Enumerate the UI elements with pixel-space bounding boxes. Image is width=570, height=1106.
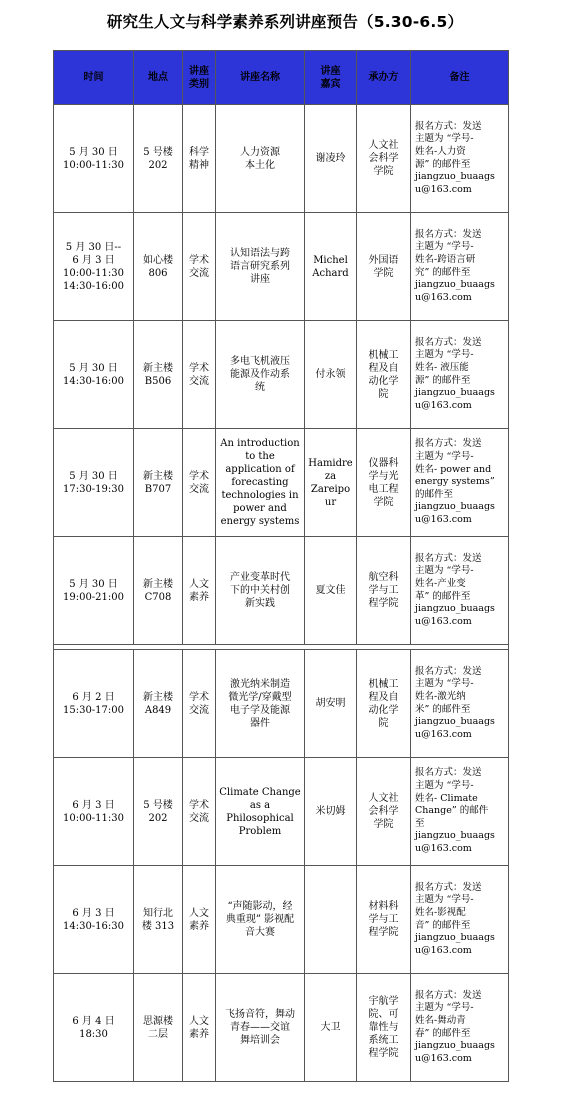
cell-speaker-text: Michel Achard: [312, 254, 349, 279]
cell-notes-text: 报名方式：发送 主题为 “学号- 姓名- 液压能 源” 的邮件至 jiangzuo_buaags u@163.com: [415, 336, 495, 411]
cell-category-text: 学术 交流: [189, 362, 209, 387]
cell-lecture-name: [216, 650, 305, 758]
cell-time: [54, 105, 134, 213]
cell-speaker-text: 胡安明: [315, 698, 346, 709]
cell-category-text: 学术 交流: [189, 691, 209, 716]
table-body: [54, 105, 509, 1082]
cell-organizer: [357, 866, 411, 974]
cell-category: [183, 537, 216, 645]
cell-lecture-name-text: 认知语法与跨 语言研究系列 讲座: [230, 248, 290, 285]
cell-location: [134, 321, 183, 429]
header-speaker: 讲座 嘉宾: [305, 51, 357, 105]
cell-location-text: 思源楼 二层: [143, 1015, 173, 1040]
cell-time: [54, 758, 134, 866]
cell-organizer-text: 人文社 会科学 学院: [368, 140, 399, 177]
cell-organizer: [357, 650, 411, 758]
cell-speaker: [305, 650, 357, 758]
cell-location: [134, 429, 183, 537]
cell-time-text: 6 月 3 日 14:30-16:30: [62, 907, 124, 932]
table-row: [54, 537, 509, 645]
cell-category-text: 学术 交流: [189, 470, 209, 495]
cell-time-text: 5 月 30 日 14:30-16:00: [62, 362, 124, 387]
cell-time: [54, 321, 134, 429]
cell-notes-text: 报名方式：发送 主题为 “学号- 姓名-影视配 音” 的邮件至 jiangzuo_buaags u@163.com: [415, 881, 495, 956]
cell-location-text: 新主楼 C708: [143, 578, 173, 603]
cell-location-text: 新主楼 B707: [143, 470, 173, 495]
cell-time-text: 6 月 3 日 10:00-11:30: [62, 799, 124, 824]
cell-location-text: 5 号楼 202: [143, 799, 173, 824]
table-row: [54, 105, 509, 213]
cell-speaker: [305, 321, 357, 429]
cell-location: [134, 537, 183, 645]
cell-category-text: 科学 精神: [189, 146, 209, 171]
cell-speaker-text: 大卫: [320, 1022, 341, 1033]
cell-notes: [411, 429, 509, 537]
cell-notes-text: 报名方式：发送 主题为 “学号- 姓名-跨语言研 究” 的邮件至 jiangzuo_buaags u@163.com: [415, 228, 495, 303]
cell-notes: [411, 537, 509, 645]
cell-category: [183, 974, 216, 1082]
cell-notes: [411, 866, 509, 974]
cell-organizer-text: 外国语 学院: [368, 254, 399, 279]
cell-location-text: 新主楼 B506: [143, 362, 173, 387]
cell-speaker: [305, 758, 357, 866]
cell-location-text: 新主楼 A849: [143, 691, 173, 716]
cell-location-text: 如心楼 806: [143, 254, 173, 279]
cell-category-text: 人文 素养: [189, 1015, 209, 1040]
cell-category-text: 人文 素养: [189, 907, 209, 932]
cell-time-text: 6 月 2 日 15:30-17:00: [62, 691, 124, 716]
cell-organizer: [357, 537, 411, 645]
table-row: [54, 650, 509, 758]
cell-organizer: [357, 974, 411, 1082]
cell-lecture-name-text: 飞扬音符，舞动 青春——交谊 舞培训会: [225, 1009, 295, 1046]
cell-organizer-text: 机械工 程及自 动化学 院: [368, 349, 399, 400]
header-notes: 备注: [411, 51, 509, 105]
cell-speaker-text: 付永领: [315, 369, 346, 380]
cell-notes-text: 报名方式：发送 主题为 “学号- 姓名-激光纳 米” 的邮件至 jiangzuo_buaags u@163.com: [415, 665, 495, 740]
page-title: 研究生人文与科学素养系列讲座预告（5.30-6.5）: [106, 13, 464, 31]
cell-speaker-text: Hamidreza Zareipour: [308, 457, 353, 508]
cell-notes: [411, 321, 509, 429]
cell-category-text: 人文 素养: [189, 578, 209, 603]
cell-lecture-name-text: 激光纳米制造 微光学/穿戴型 电子学及能源 器件: [228, 678, 292, 729]
cell-category-text: 学术 交流: [189, 254, 209, 279]
cell-lecture-name-text: 产业变革时代 下的中关村创 新实践: [230, 572, 290, 609]
table-row: [54, 213, 509, 321]
cell-lecture-name: [216, 321, 305, 429]
cell-notes: [411, 974, 509, 1082]
cell-lecture-name: [216, 213, 305, 321]
cell-notes: [411, 105, 509, 213]
table-header-row: [54, 51, 509, 105]
cell-speaker-text: 夏文佳: [315, 585, 346, 596]
cell-lecture-name: [216, 429, 305, 537]
header-category: 讲座 类别: [183, 51, 216, 105]
cell-time: [54, 650, 134, 758]
cell-notes: [411, 213, 509, 321]
cell-category: [183, 429, 216, 537]
cell-location: [134, 105, 183, 213]
cell-time-text: 6 月 4 日 18:30: [72, 1015, 115, 1040]
header-organizer: 承办方: [357, 51, 411, 105]
table-row: [54, 974, 509, 1082]
cell-lecture-name: [216, 537, 305, 645]
cell-category-text: 学术 交流: [189, 799, 209, 824]
cell-time-text: 5 月 30 日 17:30-19:30: [62, 470, 124, 495]
cell-organizer: [357, 105, 411, 213]
cell-time: [54, 866, 134, 974]
cell-category: [183, 105, 216, 213]
cell-organizer-text: 机械工 程及自 动化学 院: [368, 678, 399, 729]
cell-lecture-name-text: “声随影动，经 典重现” 影视配 音大赛: [225, 901, 295, 938]
cell-organizer-text: 仪器科 学与光 电工程 学院: [368, 457, 399, 508]
cell-category: [183, 758, 216, 866]
cell-notes-text: 报名方式：发送 主题为 “学号- 姓名- power and energy systems” 的邮件至 jiangzuo_buaags u@163.com: [415, 438, 495, 525]
cell-organizer-text: 人文社 会科学 学院: [368, 793, 399, 830]
cell-lecture-name-text: 多电飞机液压 能源及作动系 统: [230, 356, 290, 393]
cell-speaker: [305, 537, 357, 645]
cell-lecture-name-text: Climate Change as a Philosophical Problem: [219, 786, 301, 837]
cell-time-text: 5 月 30 日-- 6 月 3 日 10:00-11:30 14:30-16:00: [62, 241, 124, 292]
cell-time: [54, 213, 134, 321]
header-lecture-name: 讲座名称: [216, 51, 305, 105]
cell-lecture-name: [216, 758, 305, 866]
cell-time-text: 5 月 30 日 10:00-11:30: [62, 146, 124, 171]
cell-location: [134, 758, 183, 866]
cell-notes: [411, 650, 509, 758]
table-row: [54, 866, 509, 974]
cell-location: [134, 213, 183, 321]
cell-location: [134, 650, 183, 758]
table-row: [54, 758, 509, 866]
cell-lecture-name-text: 人力资源 本土化: [240, 146, 280, 171]
cell-time: [54, 537, 134, 645]
cell-speaker: [305, 213, 357, 321]
cell-lecture-name-text: An introduction to the application of forecasting technologies in power and energy systems: [220, 438, 300, 527]
cell-speaker-text: 米切姆: [315, 806, 346, 817]
cell-lecture-name: [216, 974, 305, 1082]
cell-organizer: [357, 321, 411, 429]
cell-category: [183, 866, 216, 974]
cell-notes: [411, 758, 509, 866]
cell-time-text: 5 月 30 日 19:00-21:00: [62, 578, 124, 603]
cell-time: [54, 974, 134, 1082]
cell-location: [134, 974, 183, 1082]
cell-organizer: [357, 429, 411, 537]
cell-category: [183, 650, 216, 758]
header-location: 地点: [134, 51, 183, 105]
cell-notes-text: 报名方式：发送 主题为 “学号- 姓名-产业变 革” 的邮件至 jiangzuo_buaags u@163.com: [415, 552, 495, 627]
cell-speaker: [305, 974, 357, 1082]
cell-location-text: 5 号楼 202: [143, 146, 173, 171]
cell-notes-text: 报名方式：发送 主题为 “学号- 姓名-人力资 源” 的邮件至 jiangzuo_buaags u@163.com: [415, 120, 495, 195]
cell-category: [183, 213, 216, 321]
lecture-schedule-table: [53, 50, 509, 1082]
cell-organizer-text: 航空科 学与工 程学院: [368, 572, 399, 609]
cell-speaker-text: 谢凌玲: [315, 153, 346, 164]
cell-location-text: 知行北 楼 313: [141, 907, 175, 932]
header-time: 时间: [54, 51, 134, 105]
cell-speaker: [305, 429, 357, 537]
cell-category: [183, 321, 216, 429]
cell-organizer-text: 材料科 学与工 程学院: [368, 901, 399, 938]
table-row: [54, 429, 509, 537]
cell-organizer: [357, 758, 411, 866]
cell-notes-text: 报名方式：发送 主题为 “学号- 姓名- Climate Change” 的邮件 至 jiangzuo_buaags u@163.com: [415, 767, 495, 854]
cell-lecture-name: [216, 105, 305, 213]
cell-speaker: [305, 105, 357, 213]
cell-location: [134, 866, 183, 974]
cell-speaker: [305, 866, 357, 974]
cell-lecture-name: [216, 866, 305, 974]
table-row: [54, 321, 509, 429]
cell-time: [54, 429, 134, 537]
cell-notes-text: 报名方式：发送 主题为 “学号- 姓名-舞动青 春” 的邮件至 jiangzuo_buaags u@163.com: [415, 989, 495, 1064]
cell-organizer: [357, 213, 411, 321]
cell-organizer-text: 宇航学 院、可 靠性与 系统工 程学院: [368, 996, 399, 1059]
